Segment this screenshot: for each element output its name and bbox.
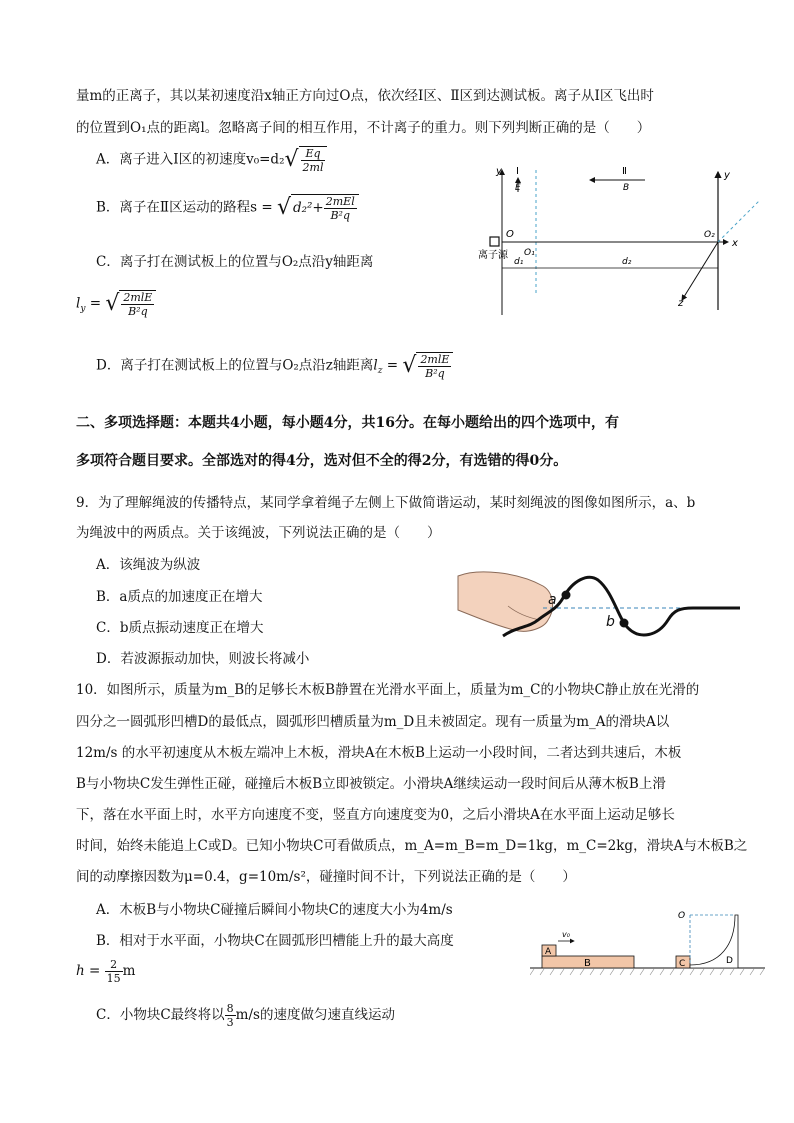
region-i-label: Ⅰ: [516, 166, 519, 177]
velocity-label: v₀: [562, 930, 570, 939]
board-b-label: B: [584, 958, 591, 969]
z-axis: [682, 242, 718, 300]
q9-stem-line2: 为绳波中的两质点。关于该绳波，下列说法正确的是（ ）: [76, 525, 441, 541]
y-axis-right-label: y: [724, 170, 730, 181]
d2-label: d₂: [622, 257, 632, 267]
q9-option-c: C．b质点振动速度正在增大: [96, 620, 264, 636]
q10-stem-line1: 10．如图所示，质量为m_B的足够长木板B静置在光滑水平面上，质量为m_C的小物块C静止放在光滑的: [76, 682, 700, 698]
point-b: [620, 619, 629, 628]
point-a-label: a: [548, 592, 557, 608]
q8-field-diagram: [470, 160, 770, 320]
origin-label: O: [506, 229, 514, 240]
q10-stem-line3: 12m/s 的水平初速度从木板左端冲上木板，滑块A在木板B上运动一小段时间，二者达到共速后，木板: [76, 745, 682, 761]
region-ii-label: Ⅱ: [622, 166, 627, 177]
section-2-heading-line2: 多项符合题目要求。全部选对的得4分，选对但不全的得2分，有选错的得0分。: [76, 453, 568, 469]
o1-label: O₁: [524, 248, 535, 258]
q8-option-c: C．离子打在测试板上的位置与O₂点沿y轴距离: [96, 254, 374, 270]
b-field-label: B: [623, 183, 630, 193]
q10-option-a: A．木板B与小物块C碰撞后瞬间小物块C的速度大小为4m/s: [96, 902, 453, 918]
q8-stem-line2: 的位置到O₁点的距离l。忽略离子间的相互作用，不计离子的重力。则下列判断正确的是（ ）: [76, 120, 651, 136]
q8-option-c-formula: $l_y$ = √ $\frac{\text{2mlE}}{\text{B²q}}$: [76, 290, 156, 318]
block-c-label: C: [679, 959, 686, 969]
q8-stem-line1: 量m的正离子，其以某初速度沿x轴正方向过O点，依次经Ⅰ区、Ⅱ区到达测试板。离子从Ⅰ区飞出时: [76, 88, 654, 104]
d1-label: d₁: [514, 257, 524, 267]
q10-stem-line5: 下，落在水平面上时，水平方向速度不变，竖直方向速度变为0，之后小滑块A在水平面上运动足够长: [76, 807, 675, 823]
section-2-heading-line1: 二、多项选择题：本题共4小题，每小题4分，共16分。在每小题给出的四个选项中，有: [76, 415, 619, 431]
q9-option-a: A．该绳波为纵波: [96, 557, 201, 573]
o2-label: O₂: [704, 230, 715, 240]
z-axis-label: z: [678, 298, 684, 309]
groove-center-label: O: [678, 911, 686, 921]
y-axis-left-label: y: [496, 166, 502, 177]
point-a: [562, 591, 571, 600]
trajectory-projection: [718, 200, 760, 242]
q10-stem-line7: 间的动摩擦因数为μ=0.4，g=10m/s²，碰撞时间不计，下列说法正确的是（ ）: [76, 869, 576, 885]
q10-option-b-formula: h = $\frac{2}{15}$ m: [76, 958, 136, 985]
q10-blocks-diagram: [530, 905, 770, 981]
q10-stem-line4: B与小物块C发生弹性正碰，碰撞后木板B立即被锁定。小滑块A继续运动一段时间后从薄木板B上滑: [76, 776, 666, 792]
groove-d-label: D: [726, 956, 733, 966]
q10-option-c: C．小物块C最终将以 $\frac{8}{3}$ m/s的速度做匀速直线运动: [96, 1002, 395, 1029]
q8-option-a: A．离子进入Ⅰ区的初速度v₀=d₂√ $\frac{Eq}{2ml}$: [96, 146, 327, 174]
hand-icon: [458, 572, 553, 631]
ion-source-icon: [490, 237, 499, 246]
q9-option-b: B．a质点的加速度正在增大: [96, 589, 263, 605]
q10-stem-line2: 四分之一圆弧形凹槽D的最低点，圆弧形凹槽质量为m_D且未被固定。现有一质量为m_A的滑块A以: [76, 714, 670, 730]
q8-option-b: B．离子在Ⅱ区运动的路程s = √ d₂²+ $\frac{\text{2mEl}}{\text{B²q}}$: [96, 194, 359, 222]
q10-option-b: B．相对于水平面，小物块C在圆弧形凹槽能上升的最大高度: [96, 933, 454, 949]
x-axis-label: x: [732, 238, 738, 249]
q8-option-d: D．离子打在测试板上的位置与O₂点沿z轴距离$l_z$ = √ $\frac{\text{2mlE}}{\text{B²q}}$: [96, 352, 453, 380]
block-a-label: A: [545, 947, 552, 957]
q9-option-d: D．若波源振动加快，则波长将减小: [96, 651, 310, 667]
point-b-label: b: [606, 614, 615, 630]
q9-stem-line1: 9．为了理解绳波的传播特点，某同学拿着绳子左侧上下做简谐运动，某时刻绳波的图像如图所示，a、b: [76, 495, 696, 511]
rope-wave-figure: [448, 568, 748, 648]
ion-source-label: 离子源: [478, 250, 508, 261]
e-field-label: E: [515, 183, 521, 193]
q10-stem-line6: 时间，始终未能追上C或D。已知小物块C可看做质点，m_A=m_B=m_D=1kg，m_C=2kg，滑块A与木板B之: [76, 838, 748, 854]
